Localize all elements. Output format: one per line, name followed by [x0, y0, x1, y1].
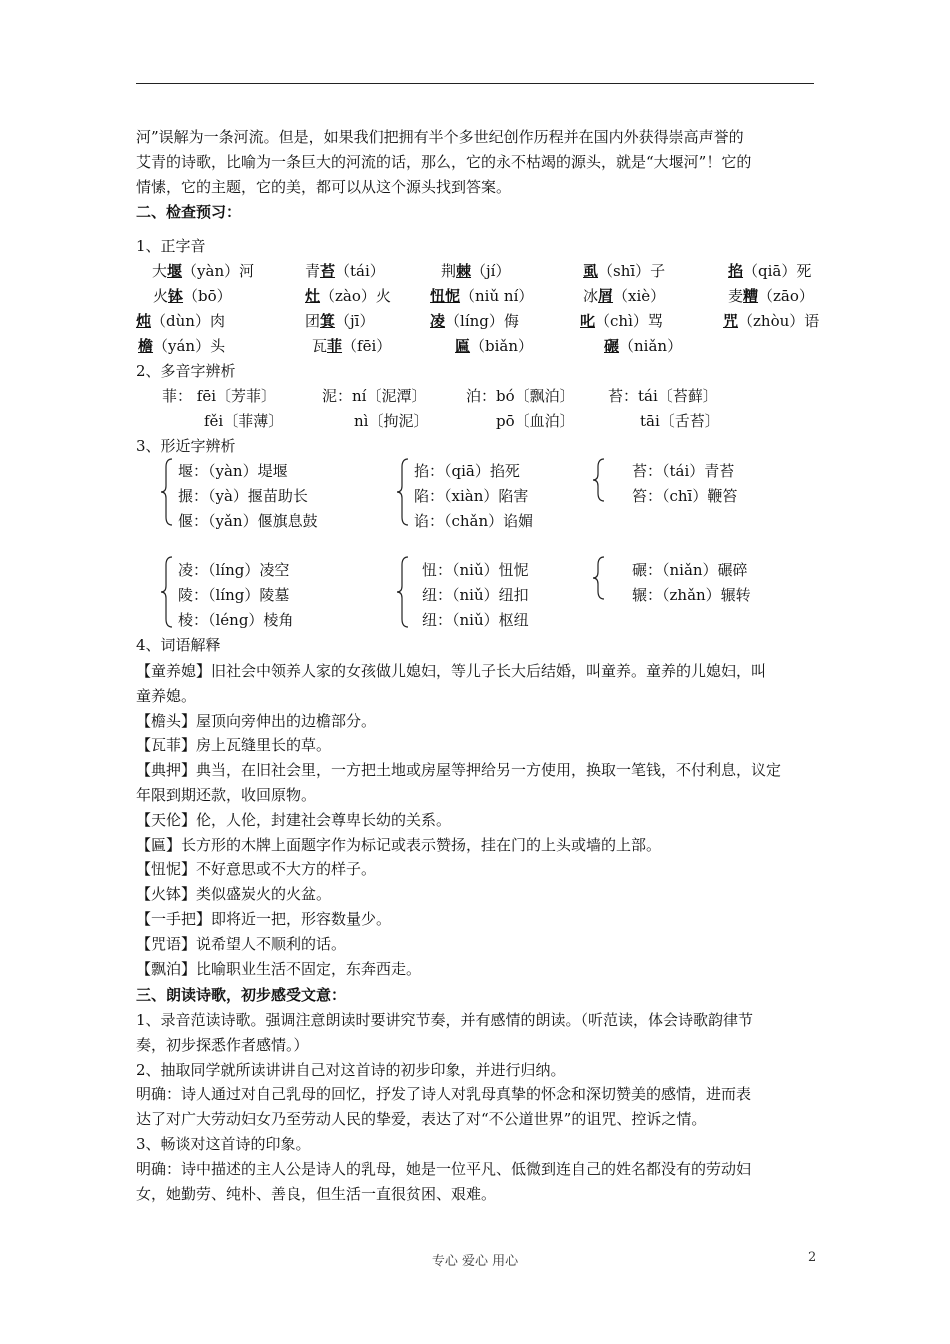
pinyin-reading: （qiā）死: [743, 262, 812, 280]
pinyin-target-char: 菲: [327, 337, 343, 355]
pinyin-reading: （niǎn）: [619, 337, 683, 355]
similar-char-subtitle: 3、形近字辨析: [136, 437, 236, 455]
pinyin-target-char: 咒: [723, 312, 739, 330]
pinyin-item: [305, 286, 391, 306]
similar-char-item: 苔：（tái）青苔: [632, 462, 735, 480]
similar-char-item: 纽：（niǔ）枢纽: [422, 611, 529, 629]
pinyin-prefix: 大: [152, 262, 168, 280]
brace-icon: [396, 555, 410, 629]
vocab-line: 【一手把】即将近一把，形容数量少。: [136, 910, 392, 928]
polyphone-subtitle: 2、多音字辨析: [136, 362, 236, 380]
pinyin-item: [312, 336, 391, 356]
brace-icon: [592, 457, 606, 503]
intro-line-2: 艾青的诗歌，比喻为一条巨大的河流的话，那么，它的永不枯竭的源头，就是“大堰河”！它的: [136, 153, 752, 171]
brace-icon: [592, 555, 606, 601]
pinyin-target-char: 忸怩: [430, 287, 461, 305]
vocab-line: 年限到期还款，收回原物。: [136, 786, 317, 804]
similar-char-item: 堰：（yàn）堤堰: [178, 462, 288, 480]
footer-motto: 专心 爱心 用心: [431, 1254, 519, 1269]
section-3-title: 三、朗读诗歌，初步感受文意：: [136, 986, 347, 1004]
pinyin-target-char: 灶: [305, 287, 321, 305]
similar-char-item: 偃：（yǎn）偃旗息鼓: [178, 512, 318, 530]
pinyin-reading: （dùn）肉: [151, 312, 225, 330]
pinyin-target-char: 棘: [456, 262, 472, 280]
pinyin-reading: （jī）: [335, 312, 375, 330]
pinyin-item: [136, 311, 225, 331]
pinyin-target-char: 屑: [598, 287, 614, 305]
similar-char-item: 辗：（zhǎn）辗转: [632, 586, 751, 604]
pinyin-reading: （yán）头: [153, 337, 226, 355]
polyphone-item: pō〔血泊〕: [496, 412, 575, 430]
brace-icon: [160, 555, 174, 629]
pinyin-reading: （biǎn）: [470, 337, 534, 355]
vocab-line: 【檐头】屋顶向旁伸出的边檐部分。: [136, 711, 377, 730]
similar-char-item: 谄：（chǎn）谄媚: [414, 512, 534, 530]
section-3-line: 奏，初步探悉作者感情。）: [136, 1035, 309, 1054]
pinyin-item: [580, 311, 663, 331]
pinyin-item: [441, 261, 510, 281]
polyphone-item: fěi〔菲薄〕: [204, 412, 284, 430]
pinyin-reading: （tái）: [335, 262, 385, 280]
section-3-line: 明确：诗人通过对自己乳母的回忆，抒发了诗人对乳母真挚的怀念和深切赞美的感情，进而表: [136, 1085, 752, 1104]
pinyin-reading: （bō）: [183, 287, 232, 305]
pinyin-item: [728, 261, 811, 281]
polyphone-item: nì〔拘泥〕: [354, 412, 429, 430]
intro-line-1: 河”误解为一条河流。但是，如果我们把拥有半个多世纪创作历程并在国内外获得崇高声誉的: [136, 128, 744, 146]
pinyin-target-char: 匾: [455, 337, 471, 355]
pinyin-reading: （chì）骂: [595, 312, 663, 330]
pinyin-reading: （jí）: [471, 262, 511, 280]
pinyin-target-char: 叱: [580, 312, 596, 330]
section-3-line: 达了对广大劳动妇女乃至劳动人民的挚爱，表达了对“不公道世界”的诅咒、控诉之情。: [136, 1110, 707, 1129]
section-3-line: 2、抽取同学就所读讲讲自己对这首诗的初步印象，并进行归纳。: [136, 1060, 566, 1079]
pinyin-subtitle: 1、正字音: [136, 237, 206, 255]
similar-char-item: 陵：（líng）陵墓: [178, 586, 290, 604]
pinyin-target-char: 箕: [320, 312, 336, 330]
pinyin-target-char: 糟: [743, 287, 759, 305]
vocab-subtitle: 4、词语解释: [136, 636, 221, 654]
section-2-title: 二、检查预习：: [136, 203, 242, 221]
section-3-line: 1、录音范读诗歌。强调注意朗读时要讲究节奏，并有感情的朗读。（听范读，体会诗歌韵律节: [136, 1011, 754, 1029]
pinyin-reading: （yàn）河: [182, 262, 255, 280]
pinyin-prefix: 火: [153, 287, 169, 305]
pinyin-target-char: 碾: [604, 337, 620, 355]
pinyin-item: [152, 261, 254, 281]
pinyin-target-char: 堰: [167, 262, 183, 280]
pinyin-prefix: 荆: [441, 262, 457, 280]
pinyin-reading: （zào）火: [320, 287, 391, 305]
similar-char-item: 掐：（qiā）掐死: [414, 462, 520, 480]
similar-char-item: 笞：（chī）鞭笞: [632, 487, 738, 505]
similar-char-item: 凌：（líng）凌空: [178, 561, 290, 579]
polyphone-item: 苔：tái〔苔藓〕: [608, 387, 718, 405]
pinyin-item: [455, 336, 533, 356]
page-number: 2: [808, 1250, 817, 1265]
pinyin-reading: （xiè）: [613, 287, 666, 305]
pinyin-reading: （zhòu）语: [738, 312, 820, 330]
pinyin-target-char: 檐: [138, 337, 154, 355]
brace-icon: [160, 457, 174, 527]
pinyin-item: [583, 261, 665, 281]
pinyin-item: [430, 311, 519, 331]
pinyin-target-char: 钵: [168, 287, 184, 305]
pinyin-target-char: 凌: [430, 312, 446, 330]
pinyin-prefix: 麦: [728, 287, 744, 305]
section-3-line: 女，她勤劳、纯朴、善良，但生活一直很贫困、艰难。: [136, 1184, 497, 1203]
vocab-line: 【咒语】说希望人不顺利的话。: [136, 934, 347, 953]
polyphone-item: tāi〔舌苔〕: [640, 412, 720, 430]
pinyin-reading: （shī）子: [598, 262, 666, 280]
pinyin-prefix: 青: [305, 262, 321, 280]
polyphone-item: 泥：ní〔泥潭〕: [322, 387, 427, 405]
pinyin-target-char: 虱: [583, 262, 599, 280]
pinyin-prefix: 瓦: [312, 337, 328, 355]
pinyin-target-char: 炖: [136, 312, 152, 330]
pinyin-item: [138, 336, 225, 356]
vocab-line: 【天伦】伦，人伦，封建社会尊卑长幼的关系。: [136, 810, 452, 829]
vocab-line: 【飘泊】比喻职业生活不固定，东奔西走。: [136, 959, 422, 978]
pinyin-item: [604, 336, 682, 356]
pinyin-item: [583, 286, 665, 306]
intro-line-3: 情愫，它的主题，它的美，都可以从这个源头找到答案。: [136, 178, 512, 196]
pinyin-reading: （fēi）: [342, 337, 392, 355]
vocab-line: 【忸怩】不好意思或不大方的样子。: [136, 860, 377, 879]
similar-char-item: 忸：（niǔ）忸怩: [422, 561, 529, 579]
pinyin-item: [430, 286, 533, 306]
similar-char-item: 棱：（léng）棱角: [178, 611, 294, 629]
pinyin-item: [305, 261, 385, 281]
pinyin-item: [723, 311, 819, 331]
vocab-line: 【典押】典当，在旧社会里，一方把土地或房屋等押给另一方使用，换取一笔钱，不付利息，议定: [136, 761, 782, 780]
pinyin-item: [728, 286, 814, 306]
pinyin-prefix: 团: [305, 312, 321, 330]
vocab-line: 【匾】长方形的木牌上面题字作为标记或表示赞扬，挂在门的上头或墙的上部。: [136, 835, 662, 854]
similar-char-item: 碾：（niǎn）碾碎: [632, 561, 748, 579]
section-3-line: 明确：诗中描述的主人公是诗人的乳母，她是一位平凡、低微到连自己的姓名都没有的劳动妇: [136, 1159, 752, 1178]
brace-icon: [396, 457, 410, 527]
similar-char-item: 陷：（xiàn）陷害: [414, 487, 529, 505]
pinyin-reading: （niǔ ní）: [460, 287, 534, 305]
pinyin-item: [305, 311, 374, 331]
pinyin-item: [153, 286, 232, 306]
pinyin-reading: （zāo）: [758, 287, 814, 305]
vocab-line: 童养媳。: [136, 686, 197, 705]
similar-char-item: 纽：（niǔ）纽扣: [422, 586, 529, 604]
pinyin-target-char: 苔: [320, 262, 336, 280]
pinyin-reading: （líng）侮: [445, 312, 519, 330]
polyphone-item: 菲： fēi〔芳菲〕: [162, 387, 276, 405]
section-3-line: 3、畅谈对这首诗的印象。: [136, 1135, 311, 1153]
vocab-line: 【火钵】类似盛炭火的火盆。: [136, 885, 332, 904]
header-rule: [136, 83, 814, 84]
vocab-line: 【瓦菲】房上瓦缝里长的草。: [136, 736, 332, 755]
pinyin-prefix: 冰: [583, 287, 599, 305]
similar-char-item: 搌：（yà）揠苗助长: [178, 487, 308, 505]
vocab-line: 【童养媳】旧社会中领养人家的女孩做儿媳妇，等儿子长大后结婚，叫童养。童养的儿媳妇，叫: [136, 662, 767, 680]
pinyin-target-char: 掐: [728, 262, 744, 280]
polyphone-item: 泊：bó〔飘泊〕: [466, 387, 575, 405]
